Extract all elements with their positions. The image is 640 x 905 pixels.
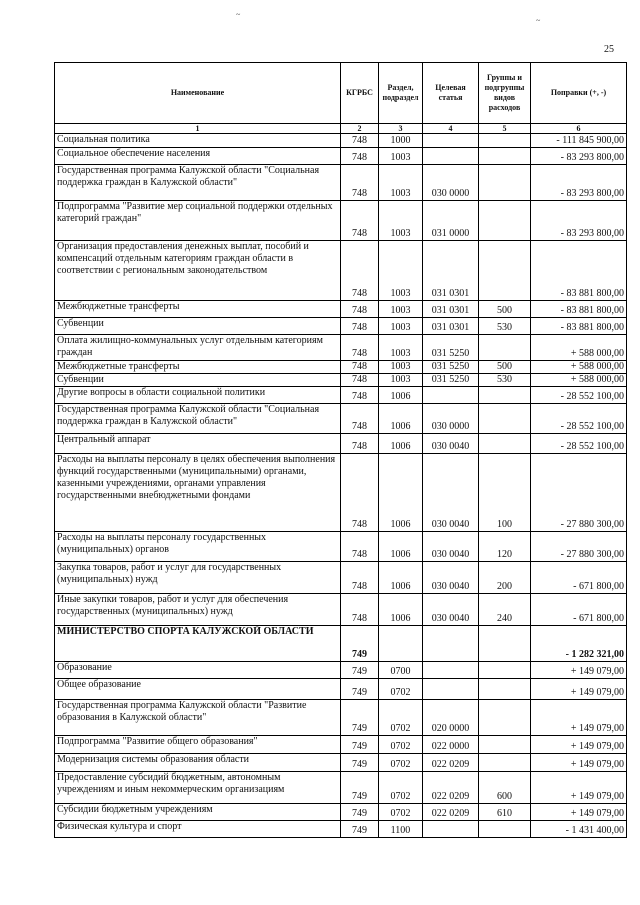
row-target: 031 0301 (423, 301, 479, 318)
row-name: Межбюджетные трансферты (55, 361, 341, 374)
row-kgrbs: 749 (341, 804, 379, 821)
row-name: Предоставление субсидий бюджетным, автономным учреждениям и иным некоммерческим организациям (55, 772, 341, 804)
row-kgrbs: 748 (341, 165, 379, 201)
row-target: 031 0301 (423, 241, 479, 301)
row-kgrbs: 748 (341, 594, 379, 626)
row-kgrbs: 748 (341, 335, 379, 361)
row-amount: - 83 293 800,00 (531, 201, 627, 241)
table-row (55, 662, 627, 679)
row-target: 030 0040 (423, 454, 479, 532)
table-row (55, 301, 627, 318)
row-section: 1000 (379, 134, 423, 148)
row-target: 022 0000 (423, 736, 479, 754)
row-group (479, 165, 531, 201)
header-section: Раздел, подраздел (379, 63, 423, 124)
row-amount: - 83 881 800,00 (531, 241, 627, 301)
row-group (479, 404, 531, 434)
table-row (55, 679, 627, 700)
row-section: 1003 (379, 374, 423, 387)
row-group: 500 (479, 361, 531, 374)
row-section: 1003 (379, 241, 423, 301)
row-group: 100 (479, 454, 531, 532)
row-group (479, 201, 531, 241)
row-target (423, 387, 479, 404)
row-group (479, 626, 531, 662)
scan-mark: ~ (236, 10, 241, 19)
row-section: 0702 (379, 772, 423, 804)
row-group (479, 700, 531, 736)
row-group (479, 754, 531, 772)
row-section: 1003 (379, 201, 423, 241)
table-row (55, 562, 627, 594)
row-section: 0702 (379, 736, 423, 754)
row-amount: + 149 079,00 (531, 700, 627, 736)
row-name: Государственная программа Калужской области "Социальная поддержка граждан в Калужской области" (55, 404, 341, 434)
row-section: 1006 (379, 454, 423, 532)
row-section (379, 626, 423, 662)
row-group (479, 679, 531, 700)
table-row (55, 374, 627, 387)
table-row (55, 772, 627, 804)
row-group: 600 (479, 772, 531, 804)
table-row (55, 361, 627, 374)
row-section: 0702 (379, 700, 423, 736)
row-name: Субвенции (55, 318, 341, 335)
row-amount: - 28 552 100,00 (531, 434, 627, 454)
header-kgrbs: КГРБС (341, 63, 379, 124)
row-target: 030 0040 (423, 434, 479, 454)
row-kgrbs: 749 (341, 821, 379, 838)
row-name: Организация предоставления денежных выплат, пособий и компенсаций отдельным категориям граждан области в соответствии с региональным законодательством (55, 241, 341, 301)
row-target: 022 0209 (423, 804, 479, 821)
row-name: Модернизация системы образования области (55, 754, 341, 772)
row-name: Расходы на выплаты персоналу в целях обеспечения выполнения функций государственными (муниципальными) органами, казенными учреждениями, органами управления государственными внебюджетными фондами (55, 454, 341, 532)
row-section: 0700 (379, 662, 423, 679)
page-number: 25 (604, 44, 614, 55)
row-kgrbs: 748 (341, 454, 379, 532)
row-amount: + 149 079,00 (531, 754, 627, 772)
row-amount: + 149 079,00 (531, 679, 627, 700)
row-kgrbs: 748 (341, 387, 379, 404)
table-row (55, 134, 627, 148)
row-group: 530 (479, 374, 531, 387)
row-section: 1003 (379, 165, 423, 201)
row-group: 120 (479, 532, 531, 562)
row-kgrbs: 748 (341, 374, 379, 387)
row-name: Социальная политика (55, 134, 341, 148)
row-amount: + 588 000,00 (531, 361, 627, 374)
row-section: 0702 (379, 804, 423, 821)
row-target: 020 0000 (423, 700, 479, 736)
row-kgrbs: 749 (341, 754, 379, 772)
row-group: 610 (479, 804, 531, 821)
row-section: 1003 (379, 148, 423, 165)
table-row (55, 532, 627, 562)
row-target (423, 626, 479, 662)
row-amount: - 28 552 100,00 (531, 387, 627, 404)
row-name: Физическая культура и спорт (55, 821, 341, 838)
row-kgrbs: 748 (341, 562, 379, 594)
row-group: 530 (479, 318, 531, 335)
column-number: 1 (55, 124, 341, 134)
row-amount: + 149 079,00 (531, 662, 627, 679)
row-target: 022 0209 (423, 772, 479, 804)
row-kgrbs: 748 (341, 532, 379, 562)
row-name: Подпрограмма "Развитие общего образования" (55, 736, 341, 754)
row-name: Подпрограмма "Развитие мер социальной поддержки отдельных категорий граждан" (55, 201, 341, 241)
row-amount: - 83 293 800,00 (531, 165, 627, 201)
row-name: Иные закупки товаров, работ и услуг для обеспечения государственных (муниципальных) нужд (55, 594, 341, 626)
row-name: Оплата жилищно-коммунальных услуг отдельным категориям граждан (55, 335, 341, 361)
row-kgrbs: 748 (341, 434, 379, 454)
row-kgrbs: 748 (341, 301, 379, 318)
table-row (55, 434, 627, 454)
row-target: 031 5250 (423, 335, 479, 361)
row-section: 1006 (379, 532, 423, 562)
row-amount: - 1 431 400,00 (531, 821, 627, 838)
row-kgrbs: 748 (341, 134, 379, 148)
table-row (55, 594, 627, 626)
row-target: 022 0209 (423, 754, 479, 772)
table-row (55, 700, 627, 736)
row-kgrbs: 748 (341, 361, 379, 374)
table-row (55, 736, 627, 754)
table-row (55, 165, 627, 201)
row-name: Государственная программа Калужской области "Социальная поддержка граждан в Калужской области" (55, 165, 341, 201)
table-row (55, 454, 627, 532)
column-number: 6 (531, 124, 627, 134)
row-section: 1006 (379, 387, 423, 404)
row-kgrbs: 749 (341, 662, 379, 679)
row-kgrbs: 748 (341, 201, 379, 241)
row-name: Субвенции (55, 374, 341, 387)
row-amount: - 671 800,00 (531, 594, 627, 626)
row-target (423, 679, 479, 700)
table-row (55, 241, 627, 301)
row-target: 030 0040 (423, 532, 479, 562)
row-name: Центральный аппарат (55, 434, 341, 454)
column-number: 3 (379, 124, 423, 134)
row-target: 031 5250 (423, 361, 479, 374)
row-group (479, 736, 531, 754)
row-amount: - 1 282 321,00 (531, 626, 627, 662)
row-amount: - 27 880 300,00 (531, 532, 627, 562)
row-target (423, 134, 479, 148)
table-row (55, 626, 627, 662)
row-group (479, 335, 531, 361)
row-target: 030 0000 (423, 404, 479, 434)
row-section: 1006 (379, 562, 423, 594)
row-section: 1100 (379, 821, 423, 838)
row-target (423, 662, 479, 679)
column-number: 2 (341, 124, 379, 134)
row-section: 0702 (379, 754, 423, 772)
row-target: 031 0000 (423, 201, 479, 241)
row-group (479, 134, 531, 148)
row-kgrbs: 748 (341, 404, 379, 434)
row-name: Межбюджетные трансферты (55, 301, 341, 318)
header-name: Наименование (55, 63, 341, 124)
row-amount: + 149 079,00 (531, 772, 627, 804)
row-amount: + 588 000,00 (531, 374, 627, 387)
row-kgrbs: 749 (341, 679, 379, 700)
row-group (479, 662, 531, 679)
row-amount: - 28 552 100,00 (531, 404, 627, 434)
header-groups: Группы и подгруппы видов расходов (479, 63, 531, 124)
row-section: 1006 (379, 404, 423, 434)
row-target: 031 0301 (423, 318, 479, 335)
row-kgrbs: 749 (341, 736, 379, 754)
row-section: 1003 (379, 361, 423, 374)
table-row (55, 754, 627, 772)
row-amount: - 671 800,00 (531, 562, 627, 594)
table-body (55, 134, 627, 838)
row-group (479, 241, 531, 301)
row-section: 1003 (379, 335, 423, 361)
row-name: Социальное обеспечение населения (55, 148, 341, 165)
row-kgrbs: 748 (341, 318, 379, 335)
row-group (479, 148, 531, 165)
row-name: Образование (55, 662, 341, 679)
row-kgrbs: 749 (341, 772, 379, 804)
scan-mark: ~ (536, 16, 541, 25)
table-row (55, 318, 627, 335)
budget-amendments-table (54, 62, 627, 838)
row-group (479, 821, 531, 838)
row-amount: - 111 845 900,00 (531, 134, 627, 148)
row-name: Общее образование (55, 679, 341, 700)
table-row (55, 387, 627, 404)
row-name: Другие вопросы в области социальной политики (55, 387, 341, 404)
row-name: Закупка товаров, работ и услуг для государственных (муниципальных) нужд (55, 562, 341, 594)
row-section: 1006 (379, 434, 423, 454)
row-name: МИНИСТЕРСТВО СПОРТА КАЛУЖСКОЙ ОБЛАСТИ (55, 626, 341, 662)
row-amount: + 149 079,00 (531, 736, 627, 754)
header-target: Целевая статья (423, 63, 479, 124)
row-target: 031 5250 (423, 374, 479, 387)
row-amount: + 588 000,00 (531, 335, 627, 361)
row-kgrbs: 749 (341, 626, 379, 662)
row-target: 030 0040 (423, 594, 479, 626)
row-name: Расходы на выплаты персоналу государственных (муниципальных) органов (55, 532, 341, 562)
table-row (55, 404, 627, 434)
row-target: 030 0000 (423, 165, 479, 201)
row-group (479, 387, 531, 404)
row-section: 0702 (379, 679, 423, 700)
row-amount: - 83 881 800,00 (531, 318, 627, 335)
table-row (55, 148, 627, 165)
column-number: 5 (479, 124, 531, 134)
row-target (423, 148, 479, 165)
row-target (423, 821, 479, 838)
row-name: Государственная программа Калужской области "Развитие образования в Калужской области" (55, 700, 341, 736)
header-amendments: Поправки (+, -) (531, 63, 627, 124)
row-section: 1003 (379, 301, 423, 318)
table-row (55, 335, 627, 361)
row-section: 1003 (379, 318, 423, 335)
row-amount: + 149 079,00 (531, 804, 627, 821)
table-row (55, 804, 627, 821)
row-kgrbs: 749 (341, 700, 379, 736)
row-group: 500 (479, 301, 531, 318)
row-kgrbs: 748 (341, 241, 379, 301)
column-number: 4 (423, 124, 479, 134)
table-row (55, 821, 627, 838)
row-amount: - 83 881 800,00 (531, 301, 627, 318)
row-amount: - 27 880 300,00 (531, 454, 627, 532)
row-amount: - 83 293 800,00 (531, 148, 627, 165)
row-name: Субсидии бюджетным учреждениям (55, 804, 341, 821)
row-section: 1006 (379, 594, 423, 626)
row-group: 200 (479, 562, 531, 594)
row-target: 030 0040 (423, 562, 479, 594)
row-group: 240 (479, 594, 531, 626)
table-row (55, 201, 627, 241)
row-group (479, 434, 531, 454)
row-kgrbs: 748 (341, 148, 379, 165)
